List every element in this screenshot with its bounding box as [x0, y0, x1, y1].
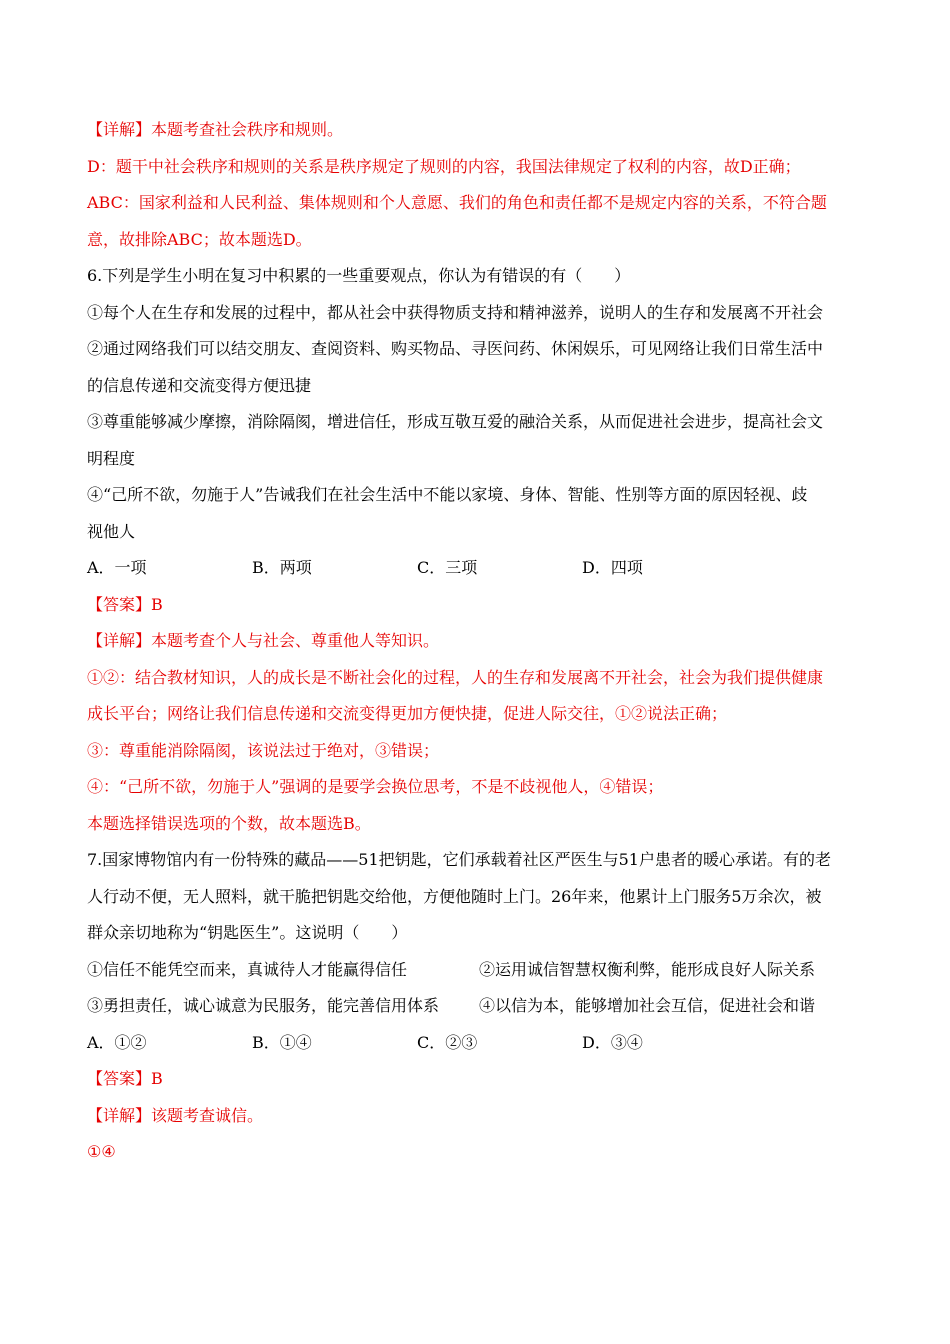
statement-3-cont: 明程度 — [87, 448, 136, 468]
statement-3: ③尊重能够减少摩擦，消除隔阂，增进信任，形成互敬互爱的融洽关系，从而促进社会进步，提高社会文 — [87, 412, 824, 431]
detail-line: 【详解】本题考查社会秩序和规则。 — [87, 120, 344, 139]
question-7-stem-cont: 群众亲切地称为“钥匙医生”。这说明（ ） — [87, 923, 408, 942]
explanation-line: 成长平台；网络让我们信息传递和交流变得更加方便快捷，促进人际交往，①②说法正确； — [87, 704, 728, 723]
question-6-stem: 6.下列是学生小明在复习中积累的一些重要观点，你认为有错误的有（ ） — [87, 266, 631, 285]
explanation-line: 本题选择错误选项的个数，故本题选B。 — [87, 813, 371, 833]
statement-4-cont: 视他人 — [87, 521, 136, 541]
statement-1: ①每个人在生存和发展的过程中，都从社会中获得物质支持和精神滋养，说明人的生存和发展离不开社会 — [87, 302, 824, 322]
question-7-stem-cont: 人行动不便，无人照料，就干脆把钥匙交给他，方便他随时上门。26年来，他累计上门服务5万余次，被 — [87, 886, 822, 906]
option-d: D．四项 — [582, 558, 643, 577]
option-c: C．②③ — [417, 1032, 478, 1052]
option-b: B．①④ — [252, 1032, 312, 1052]
statement-4: ④“己所不欲，勿施于人”告诫我们在社会生活中不能以家境、身体、智能、性别等方面的原因轻视、歧 — [87, 485, 808, 504]
explanation-line: ③：尊重能消除隔阂，该说法过于绝对，③错误； — [87, 740, 440, 760]
option-a: A．①② — [87, 1032, 147, 1052]
question-7-stem: 7.国家博物馆内有一份特殊的藏品——51把钥匙，它们承载着社区严医生与51户患者的暖心承诺。有的老 — [87, 850, 831, 869]
explanation-line: ABC：国家利益和人民利益、集体规则和个人意愿、我们的角色和责任都不是规定内容的关系，不符合题 — [87, 193, 827, 212]
statement-2-cont: 的信息传递和交流变得方便迅捷 — [87, 375, 312, 395]
options-row — [87, 1025, 877, 1062]
option-d: D．③④ — [582, 1032, 643, 1052]
statement-3: ③勇担责任，诚心诚意为民服务，能完善信用体系 — [87, 996, 440, 1015]
options-row — [87, 550, 877, 587]
detail-line: 【详解】本题考查个人与社会、尊重他人等知识。 — [87, 631, 440, 650]
answer-line: 【答案】B — [87, 1069, 163, 1088]
option-c: C．三项 — [417, 558, 478, 577]
explanation-line: D：题干中社会秩序和规则的关系是秩序规定了规则的内容，我国法律规定了权利的内容，故D正确； — [87, 156, 801, 176]
statements-row — [87, 952, 877, 989]
statement-2: ②通过网络我们可以结交朋友、查阅资料、购买物品、寻医问药、休闲娱乐，可见网络让我们日常生活中 — [87, 339, 824, 358]
answer-line: 【答案】B — [87, 594, 163, 614]
option-a: A．一项 — [87, 558, 147, 577]
option-b: B．两项 — [252, 558, 312, 577]
explanation-line: 意，故排除ABC；故本题选D。 — [87, 229, 312, 249]
statements-row — [87, 988, 877, 1025]
statement-1: ①信任不能凭空而来，真诚待人才能赢得信任 — [87, 959, 408, 979]
detail-line: 【详解】该题考查诚信。 — [87, 1105, 264, 1125]
document-page — [87, 112, 877, 1171]
explanation-line: ①④ — [87, 1142, 116, 1161]
explanation-line: ④：“己所不欲，勿施于人”强调的是要学会换位思考，不是不歧视他人，④错误； — [87, 777, 664, 796]
statement-2: ②运用诚信智慧权衡利弊，能形成良好人际关系 — [479, 959, 816, 979]
explanation-line: ①②：结合教材知识，人的成长是不断社会化的过程，人的生存和发展离不开社会，社会为我们提供健康 — [87, 667, 824, 687]
statement-4: ④以信为本，能够增加社会互信，促进社会和谐 — [479, 996, 816, 1015]
